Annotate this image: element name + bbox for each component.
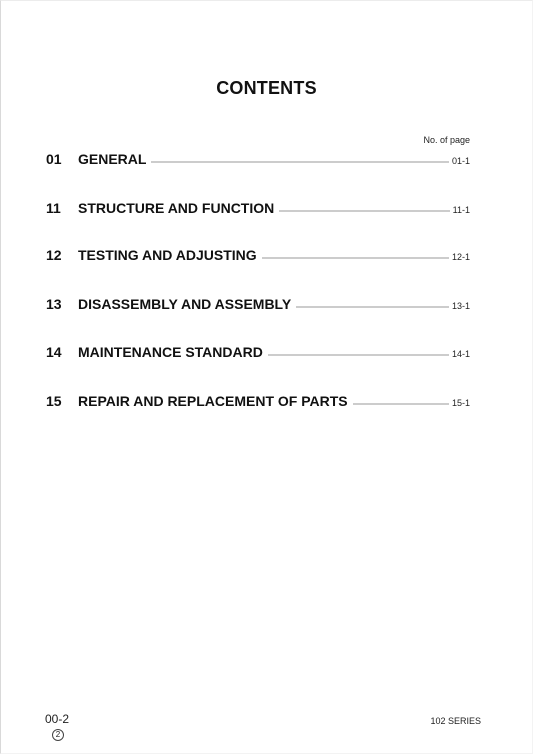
section-page: 11-1 (452, 205, 470, 215)
toc-entry-disassembly-and-assembly[interactable] (46, 291, 470, 313)
footer-series: 102 SERIES (430, 716, 481, 726)
revision-mark: 2 (52, 729, 64, 741)
section-number: 14 (46, 344, 62, 360)
section-title: DISASSEMBLY AND ASSEMBLY (78, 296, 292, 312)
footer-page-number: 00-2 (45, 712, 70, 726)
section-title: REPAIR AND REPLACEMENT OF PARTS (78, 393, 348, 409)
page-title: CONTENTS (216, 78, 317, 98)
section-number: 12 (46, 247, 62, 263)
section-title: MAINTENANCE STANDARD (78, 344, 263, 360)
section-number: 01 (46, 151, 62, 167)
page-column-header: No. of page (423, 135, 470, 145)
section-number: 13 (46, 296, 62, 312)
toc-entry-general[interactable] (46, 146, 470, 168)
toc-entry-testing-and-adjusting[interactable] (46, 242, 470, 264)
toc-entry-maintenance-standard[interactable] (46, 339, 470, 361)
toc-entry-structure-and-function[interactable] (46, 195, 470, 217)
section-title: GENERAL (78, 151, 147, 167)
section-page: 01-1 (451, 156, 470, 166)
section-page: 14-1 (451, 349, 470, 359)
dot-leader (296, 305, 449, 309)
section-page: 12-1 (451, 252, 470, 262)
dot-leader (268, 353, 449, 357)
dot-leader (279, 209, 449, 213)
section-title: TESTING AND ADJUSTING (78, 247, 257, 263)
section-page: 13-1 (451, 301, 470, 311)
dot-leader (353, 402, 449, 406)
toc-entry-repair-and-replacement-of-parts[interactable] (46, 388, 470, 410)
section-title: STRUCTURE AND FUNCTION (78, 200, 275, 216)
section-number: 11 (46, 200, 61, 216)
dot-leader (262, 256, 449, 260)
section-page: 15-1 (451, 398, 470, 408)
dot-leader (151, 160, 449, 164)
section-number: 15 (46, 393, 62, 409)
